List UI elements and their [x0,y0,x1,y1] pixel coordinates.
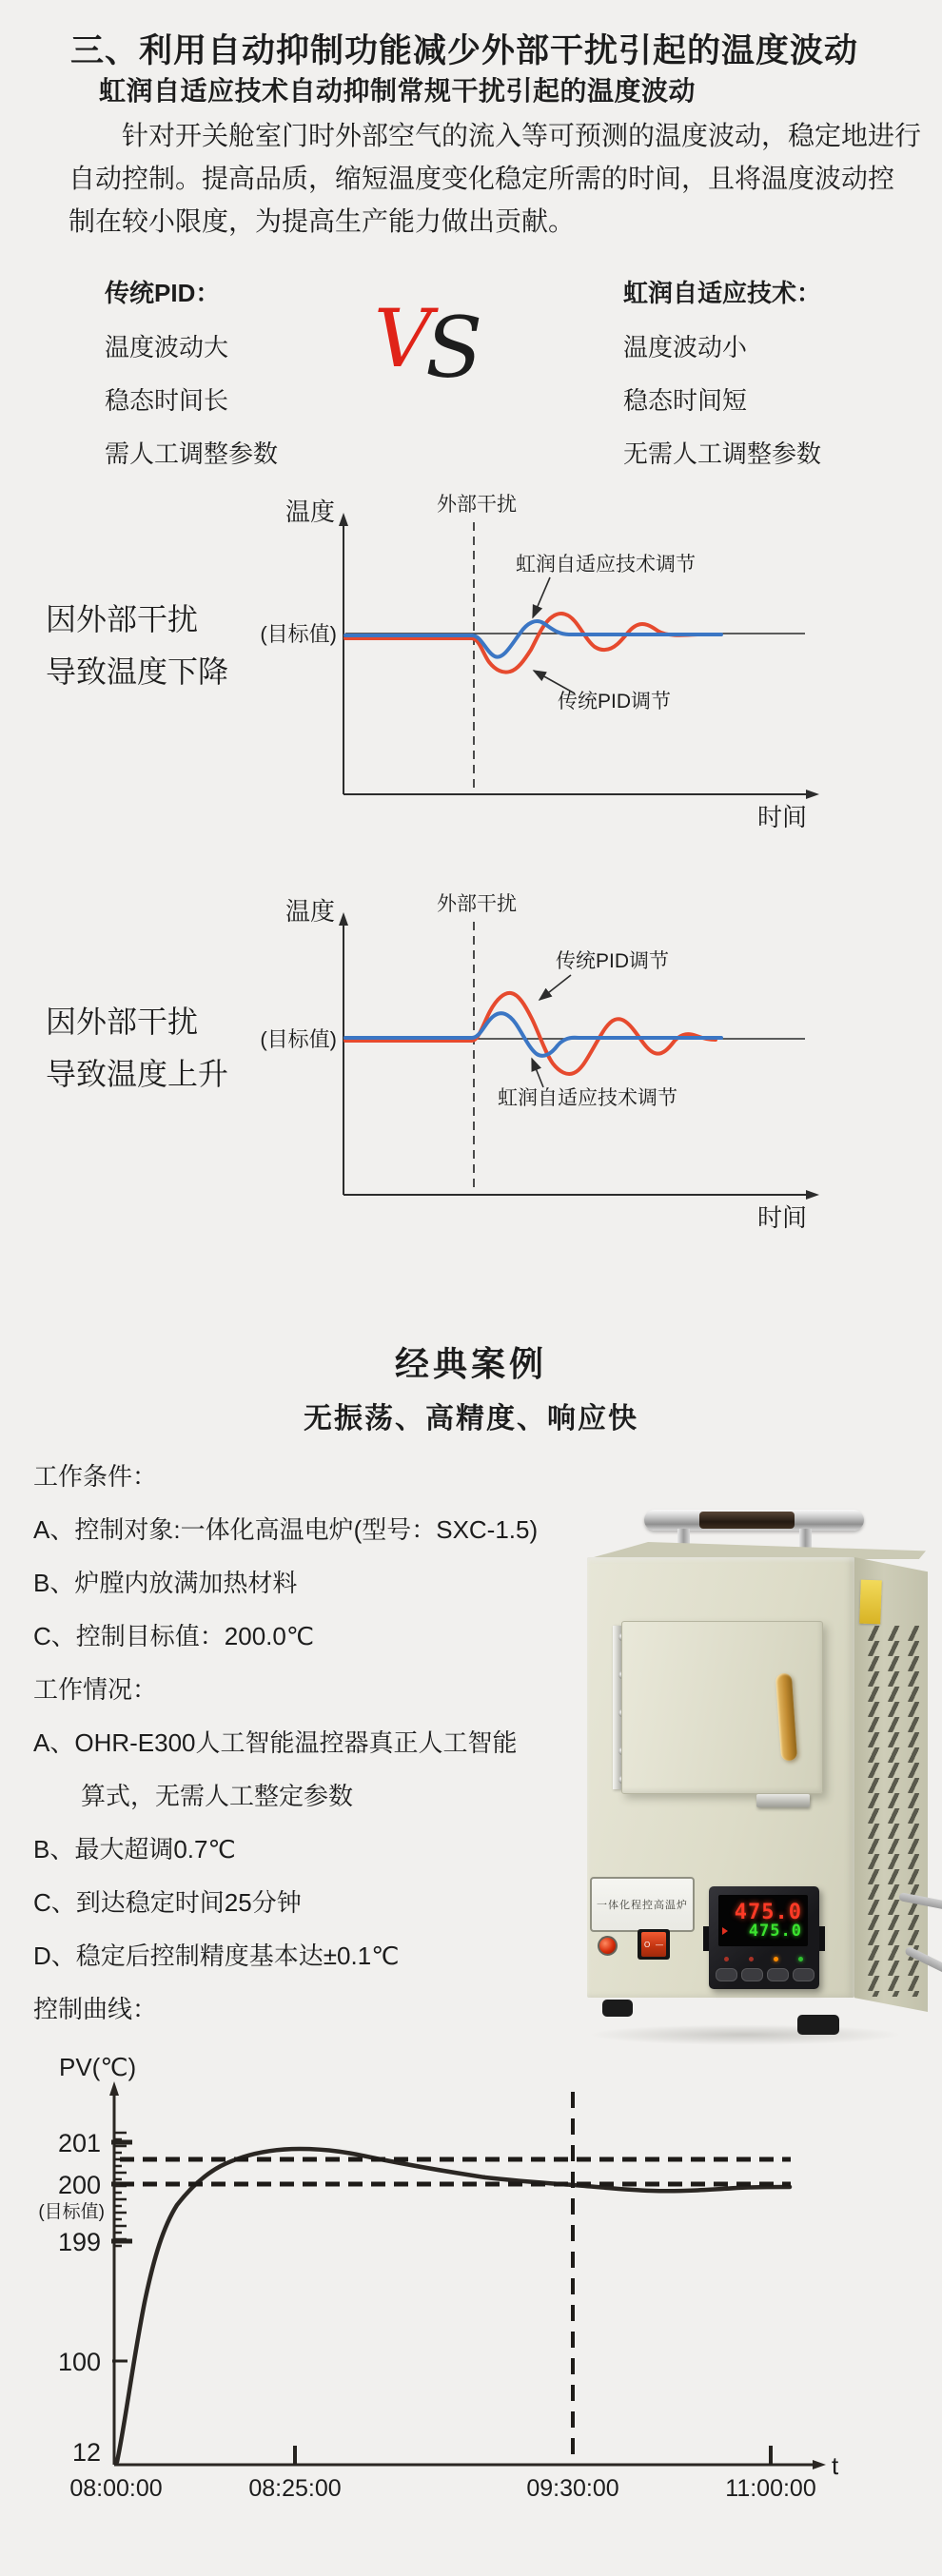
case-line: 工作条件： [33,1462,158,1491]
led-icon [749,1957,754,1961]
controller-pv-display: 475.0 [734,1900,802,1924]
chart1-caption-line1: 因外部干扰 [46,602,199,636]
chart-disturbance-rise [29,875,913,1241]
chart-disturbance-drop [29,476,913,842]
chart1-event-label: 外部干扰 [437,494,517,516]
side-warning-label [859,1580,882,1625]
chart1-y-axis-arrow-icon [339,513,348,526]
case-line: 算式，无需人工整定参数 [81,1782,354,1810]
nameplate-text: 一体化程控高温炉 [597,1900,688,1911]
sv-indicator-icon [722,1927,728,1935]
page-title: 三、利用自动抑制功能减少外部干扰引起的温度波动 [70,32,859,69]
x-ticks [295,2446,771,2465]
chart2-pid-annotation: 传统PID调节 [556,950,670,972]
controller-button [716,1968,737,1981]
case-line: A、OHR-E300人工智能温控器真正人工智能 [33,1728,518,1757]
controller-button [741,1968,763,1981]
controller-clip [819,1926,825,1951]
chart1-target-label: (目标值) [260,622,337,646]
comparison-right-column [623,274,937,488]
furnace-controller [709,1886,819,1989]
pv-curve [117,2149,790,2462]
furnace-nameplate [590,1877,695,1932]
chart2-pid-curve [345,993,716,1074]
controller-clip [703,1926,709,1951]
curve-y-axis-arrow-icon [109,2081,119,2096]
switch-mark-o: O [643,1940,651,1949]
pilot-light [598,1936,618,1956]
curve-y-axis-label: PV(℃) [59,2053,137,2081]
curve-target-label: (目标值) [38,2202,105,2222]
chart2-target-label: (目标值) [260,1027,337,1051]
control-curve-chart [29,2036,923,2540]
controller-sv-display: 475.0 [748,1921,802,1941]
chart1-pid-arrow-icon [534,671,575,693]
furnace-side-face [854,1557,928,2012]
chart1-caption-line2: 导致温度下降 [46,654,229,689]
intro-line: 制在较小限度，为提高生产能力做出贡献。 [69,206,576,236]
comparison-item: 温度波动小 [623,333,748,361]
led-icon [724,1957,729,1961]
chart1-x-axis-arrow-icon [806,790,819,799]
y-tick-100: 100 [57,2348,101,2376]
chart1-pid-annotation: 传统PID调节 [558,691,672,712]
chart2-y-axis-label: 温度 [285,897,335,926]
comparison-right-title: 虹润自适应技术： [623,279,822,307]
chart1-x-axis-label: 时间 [756,803,808,831]
chart2-adaptive-annotation: 虹润自适应技术调节 [498,1087,677,1109]
led-icon [774,1957,778,1961]
case-line: 工作情况： [33,1675,158,1704]
power-switch [638,1929,670,1960]
case-heading: 经典案例 [394,1344,547,1383]
chart1-adaptive-arrow-icon [533,577,550,617]
furnace-handle-grip [699,1512,795,1529]
y-tick-199: 199 [57,2228,101,2256]
controller-button [793,1968,814,1981]
chart2-x-axis-arrow-icon [806,1190,819,1200]
x-label-0930: 09:30:00 [526,2475,619,2502]
led-icon [798,1957,803,1961]
chart2-x-axis-label: 时间 [756,1203,808,1232]
chart2-adaptive-arrow-icon [532,1059,543,1087]
comparison-item: 温度波动大 [105,333,229,361]
y-tick-12: 12 [71,2438,101,2467]
case-subheading: 无振荡、高精度、响应快 [304,1403,638,1434]
x-label-0800: 08:00:00 [69,2475,163,2502]
switch-mark-dash: — [656,1940,664,1949]
comparison-item: 无需人工调整参数 [623,439,822,468]
chart2-y-axis-arrow-icon [339,912,348,926]
intro-line: 针对开关舱室门时外部空气的流入等可预测的温度波动，稳定地进行 [122,121,922,150]
comparison-item: 需人工调整参数 [105,439,279,468]
chart1-pid-curve [345,614,698,673]
case-line: D、稳定后控制精度基本达±0.1℃ [33,1942,400,1970]
furnace-foot [602,2000,633,2017]
case-line: C、控制目标值：200.0℃ [33,1622,315,1650]
vent-slots [864,1626,919,1997]
chart2-pid-arrow-icon [540,975,571,1000]
controller-screen [718,1895,808,1946]
ruler-ticks [114,2133,127,2246]
chart2-caption-line1: 因外部干扰 [46,1005,199,1039]
curve-x-axis-label: t [832,2451,839,2480]
x-label-0825: 08:25:00 [248,2475,342,2502]
door-latch [756,1794,810,1807]
y-tick-200: 200 [57,2171,101,2199]
chart1-adaptive-annotation: 虹润自适应技术调节 [516,554,696,576]
case-line: B、炉膛内放满加热材料 [33,1569,298,1597]
controller-button [767,1968,789,1981]
y-tick-201: 201 [57,2129,101,2157]
chart1-y-axis-label: 温度 [285,498,335,526]
power-switch-rocker [641,1932,666,1957]
chart2-event-label: 外部干扰 [437,893,517,915]
intro-line: 自动控制。提高品质，缩短温度变化稳定所需的时间，且将温度波动控 [69,164,895,193]
curve-x-axis-arrow-icon [813,2460,826,2469]
chart2-caption-line2: 导致温度上升 [46,1057,229,1091]
intro-paragraph [69,114,921,243]
page-subtitle: 虹润自适应技术自动抑制常规干扰引起的温度波动 [99,76,697,106]
comparison-item: 稳态时间短 [623,386,748,415]
furnace-photo [571,1506,942,2053]
case-line: A、控制对象:一体化高温电炉(型号：SXC-1.5) [33,1515,539,1544]
comparison-left-column [105,274,419,488]
case-line: 控制曲线： [33,1995,158,2023]
furnace-foot [797,2015,839,2035]
case-line: C、到达稳定时间25分钟 [33,1888,302,1917]
comparison-left-title: 传统PID： [105,279,221,307]
case-list [33,1450,642,2036]
x-label-1100: 11:00:00 [725,2475,816,2502]
vs-glyph-v: V [374,292,432,385]
vs-glyph-s: S [425,299,483,397]
case-line: B、最大超调0.7℃ [33,1835,236,1864]
comparison-item: 稳态时间长 [105,386,229,415]
